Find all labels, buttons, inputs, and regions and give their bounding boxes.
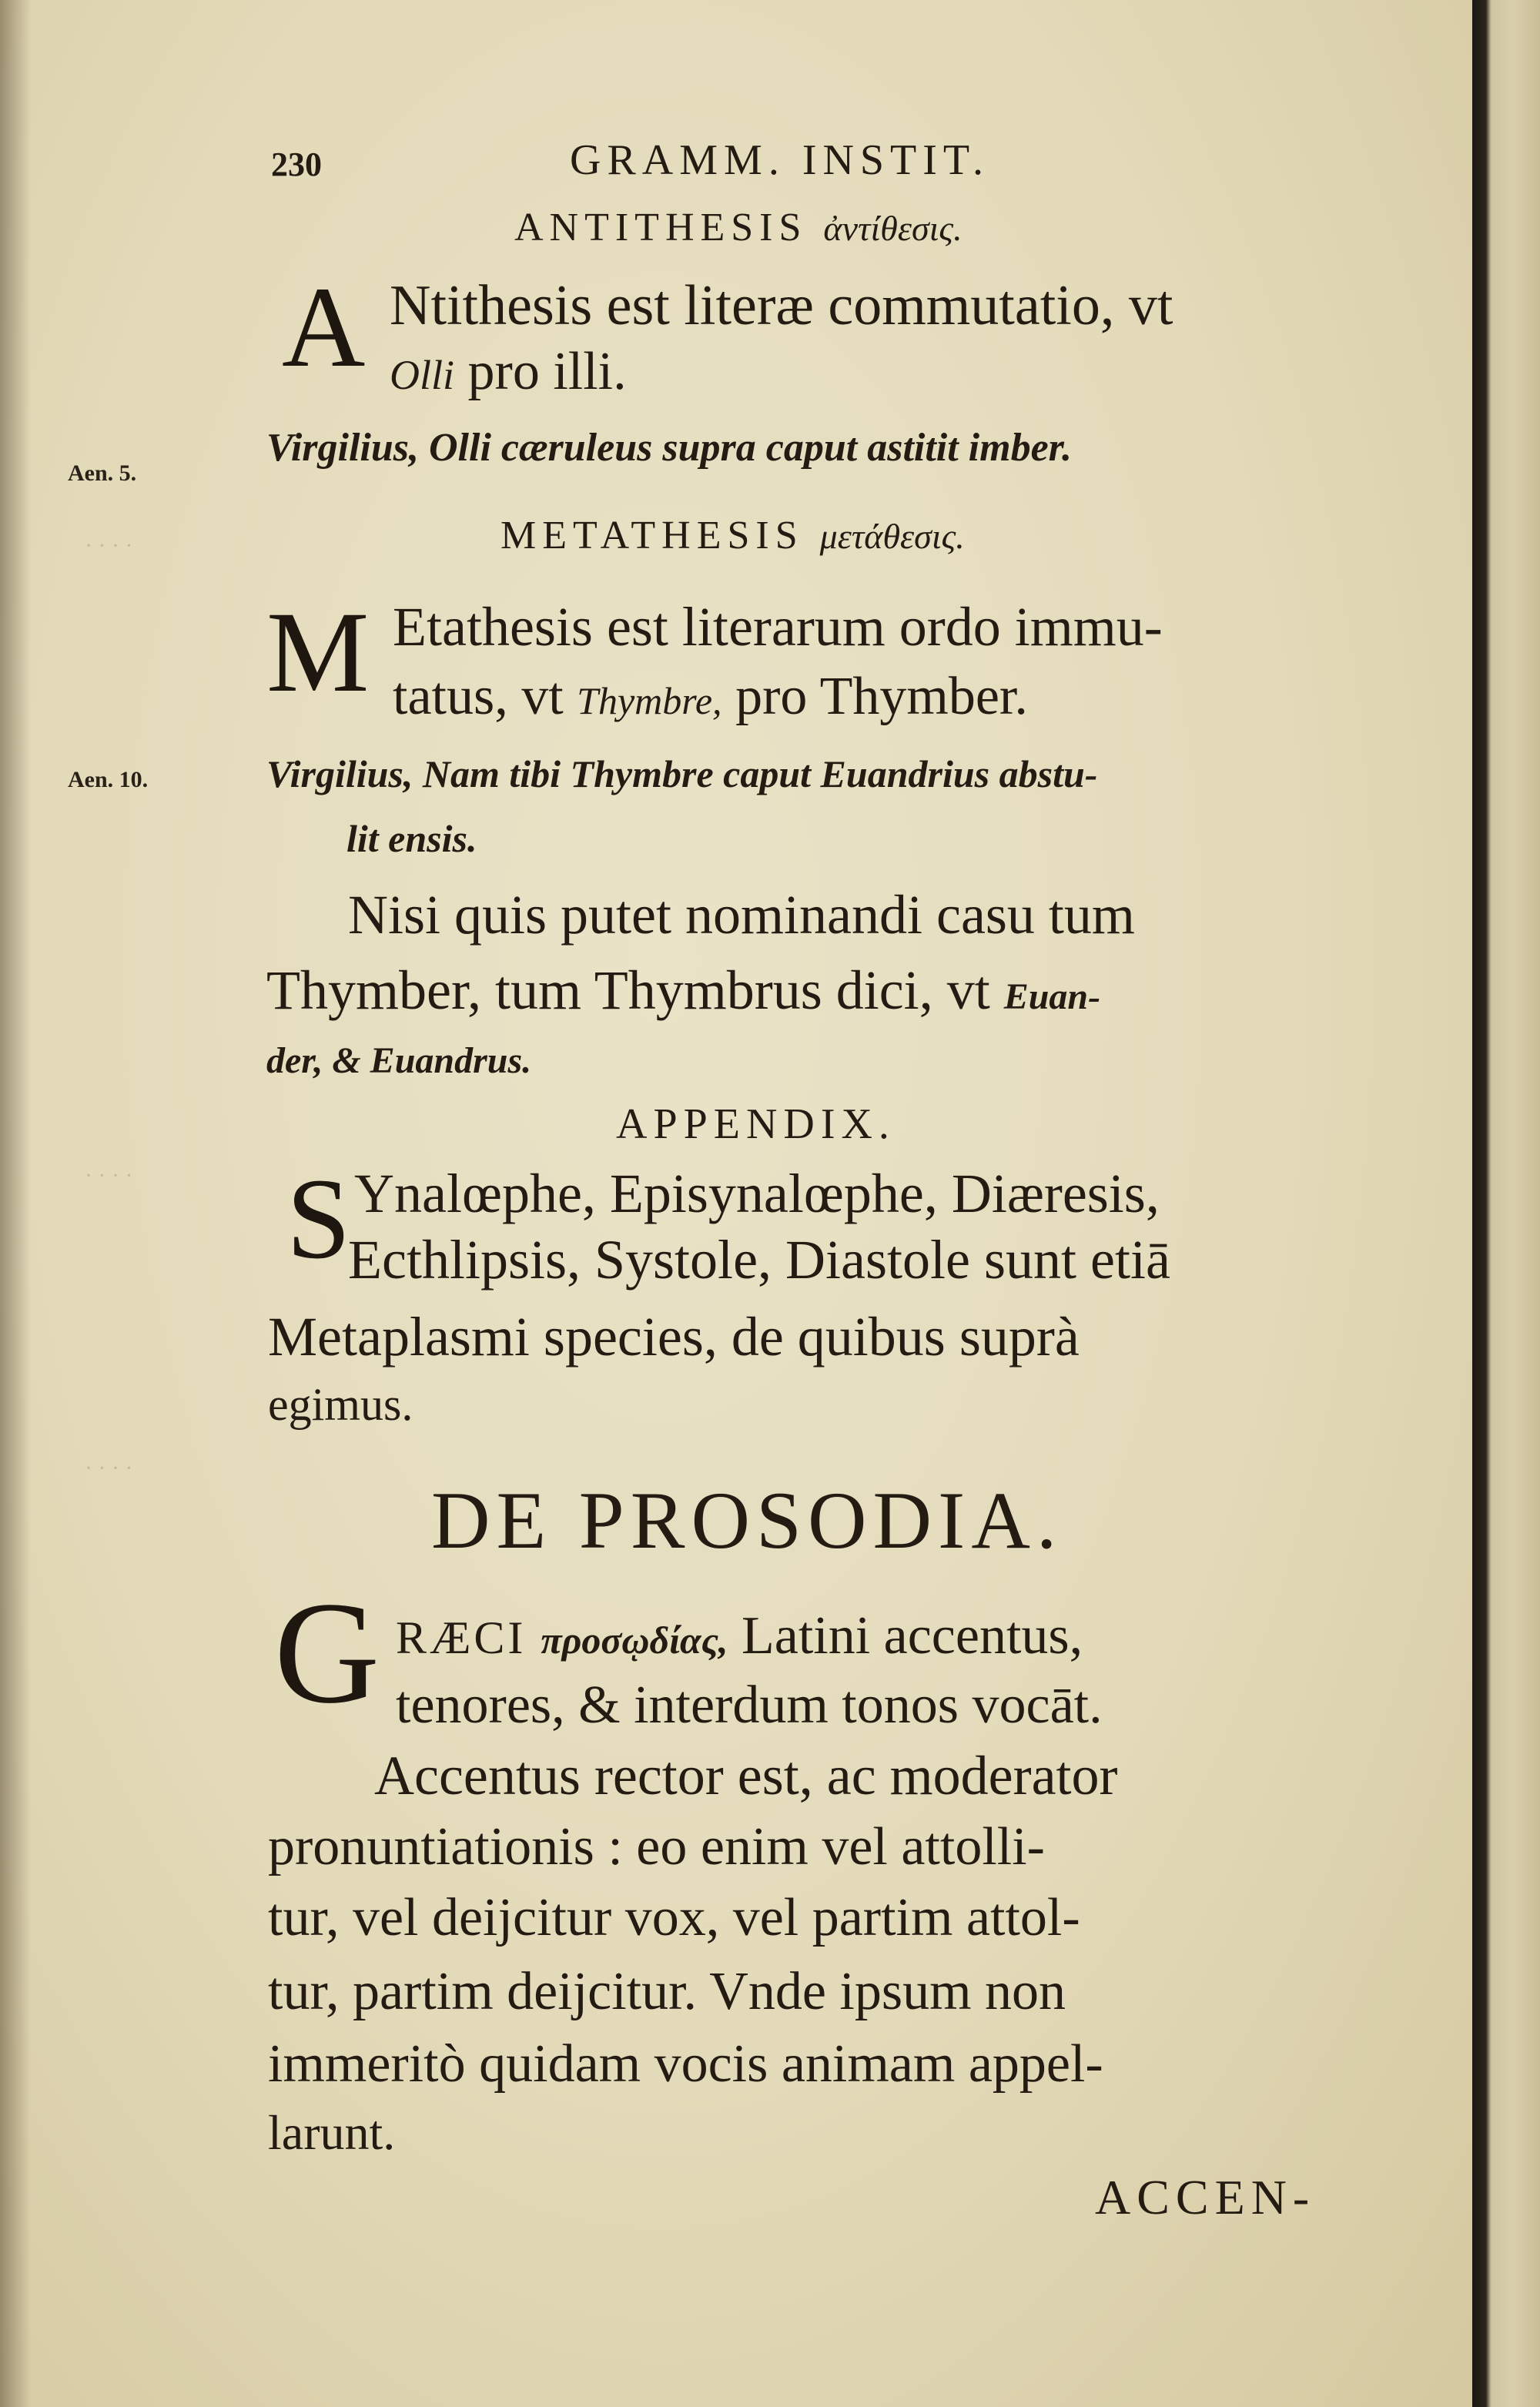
word-thymbre: Thymbre, (577, 679, 722, 722)
margin-reference: Aen. 10. (68, 767, 149, 792)
prosodia-line-1-a: RÆCI (396, 1612, 541, 1663)
prosodia-line-1-b: Latini accentus, (728, 1606, 1083, 1665)
page-fore-edge (1472, 0, 1540, 2407)
accentus-line-4: tur, partim deijcitur. Vnde ipsum non (268, 1962, 1066, 2021)
metathesis-line-1: Etathesis est literarum ordo immu- (393, 596, 1163, 658)
word-euan: Euan- (1003, 976, 1101, 1017)
section-title-prosodia: DE PROSODIA. (431, 1475, 1063, 1565)
metathesis-line-2-b: pro Thymber. (721, 667, 1028, 726)
appendix-line-4: egimus. (268, 1379, 413, 1430)
appendix-line-3: Metaplasmi species, de quibus suprà (268, 1306, 1080, 1368)
appendix-line-2: Ecthlipsis, Systole, Diastole sunt etiā (348, 1229, 1170, 1291)
nisi-line-2 (266, 959, 1101, 1021)
prosodia-line-2: tenores, & interdum tonos vocāt. (396, 1676, 1103, 1735)
drop-cap-g: G (274, 1572, 380, 1734)
antithesis-line-2 (390, 342, 627, 401)
nisi-line-1: Nisi quis putet nominandi casu tum (348, 884, 1135, 946)
section-heading-antithesis (514, 208, 962, 248)
appendix-line-1: Ynalœphe, Episynalœphe, Diæresis, (354, 1163, 1160, 1224)
drop-cap-m: M (266, 588, 370, 716)
antithesis-quote: Virgilius, Olli cæruleus supra caput astitit imber. (266, 426, 1073, 470)
catchword: ACCEN- (1095, 2170, 1316, 2225)
accentus-line-2: pronuntiationis : eo enim vel attolli- (268, 1817, 1045, 1876)
running-title: GRAMM. INSTIT. (570, 136, 989, 184)
prosodia-line-1 (396, 1606, 1083, 1665)
section-heading-appendix: APPENDIX. (616, 1100, 896, 1148)
nisi-line-3: der, & Euandrus. (266, 1040, 532, 1081)
bleed-through-mark: · · · · (85, 1163, 133, 1188)
antithesis-line-2-rest: pro illi. (454, 342, 627, 401)
heading-latin: METATHESIS (500, 514, 804, 557)
accentus-line-1: Accentus rector est, ac moderator (374, 1745, 1118, 1806)
page-gutter-shadow (0, 0, 31, 2407)
antithesis-line-1: Ntithesis est literæ commutatio, vt (390, 274, 1173, 337)
bleed-through-mark: · · · · (85, 1455, 133, 1481)
metathesis-quote-line-1: Virgilius, Nam tibi Thymbre caput Euandrius abstu- (266, 752, 1098, 795)
margin-reference: Aen. 5. (68, 460, 137, 486)
accentus-line-3: tur, vel deijcitur vox, vel partim attol- (268, 1888, 1080, 1947)
word-olli: Olli (390, 352, 455, 398)
heading-greek: μετάθεσις. (819, 517, 965, 556)
accentus-line-6: larunt. (268, 2105, 396, 2160)
heading-greek: ἀντίθεσις. (823, 209, 962, 248)
bleed-through-mark: · · · · (85, 533, 133, 558)
metathesis-quote-line-2: lit ensis. (346, 817, 477, 860)
drop-cap-a: A (282, 263, 366, 391)
section-heading-metathesis (500, 516, 965, 556)
drop-cap-s: S (286, 1155, 351, 1283)
page-number: 230 (271, 146, 322, 183)
metathesis-line-2-a: tatus, vt (393, 667, 578, 726)
word-greek-prosodias: προσῳδίας, (541, 1619, 728, 1662)
nisi-line-2-a: Thymber, tum Thymbrus dici, vt (266, 959, 1004, 1021)
metathesis-line-2 (393, 667, 1028, 726)
accentus-line-5: immeritò quidam vocis animam appel- (268, 2034, 1103, 2094)
heading-latin: ANTITHESIS (514, 206, 808, 249)
